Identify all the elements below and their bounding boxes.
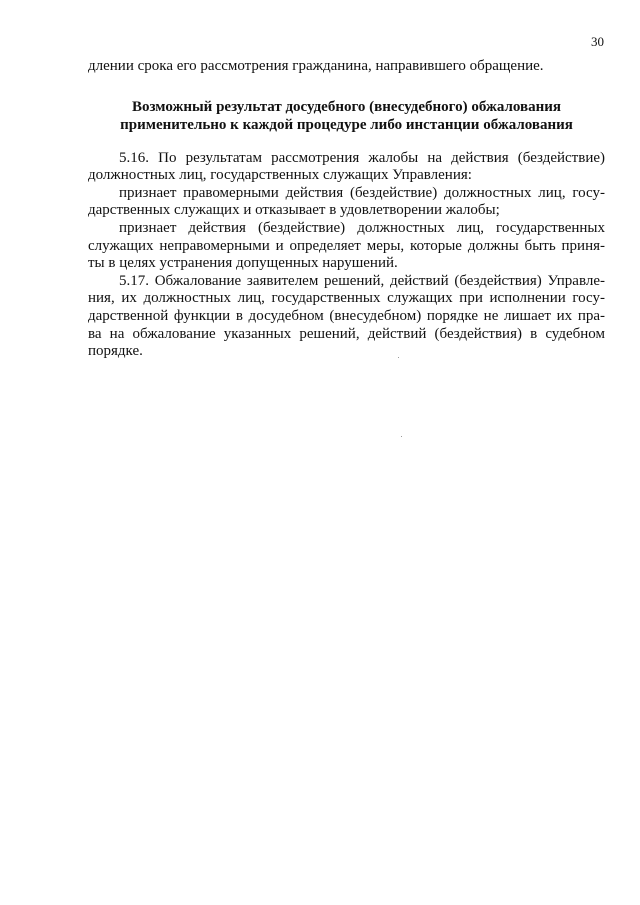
- paragraph-line: дарственных служащих и отказывает в удовлетворении жалобы;: [88, 202, 500, 219]
- intro-line: длении срока его рассмотрения гражданина, направившего обращение.: [88, 58, 544, 74]
- paragraph-line: признает правомерными действия (бездействие) должностных лиц, госу-: [119, 184, 605, 201]
- paragraph-line: 5.16. По результатам рассмотрения жалобы на действия (бездействие): [119, 149, 605, 166]
- paragraph-5-16: [88, 150, 605, 185]
- heading-line-2: применительно к каждой процедуре либо инстанции обжалования: [120, 116, 573, 133]
- paragraph-line: ва на обжалование указанных решений, действий (бездействия) в судебном: [88, 325, 605, 342]
- paragraph-line: дарственной функции в досудебном (внесудебном) порядке не лишает их пра-: [88, 307, 605, 324]
- heading-line-1: Возможный результат досудебного (внесудебного) обжалования: [131, 98, 561, 115]
- paragraph-item-2: [88, 220, 605, 273]
- paragraph-line: должностных лиц, государственных служащих Управления:: [88, 167, 472, 184]
- scan-speck: [398, 357, 399, 358]
- paragraph-line: 5.17. Обжалование заявителем решений, действий (бездействия) Управле-: [119, 272, 605, 289]
- page-number: 30: [591, 34, 604, 49]
- paragraph-5-17: [88, 273, 605, 361]
- paragraph-line: ты в целях устранения допущенных нарушений.: [88, 255, 398, 272]
- paragraph-item-1: [88, 185, 605, 220]
- paragraph-line: служащих неправомерными и определяет меры, которые должны быть приня-: [88, 237, 605, 254]
- section-heading: [88, 98, 605, 134]
- scan-speck: [401, 436, 402, 437]
- paragraph-line: признает действия (бездействие) должностных лиц, государственных: [119, 219, 605, 236]
- paragraph-line: ния, их должностных лиц, государственных служащих при исполнении госу-: [88, 290, 605, 307]
- document-body: [88, 58, 605, 361]
- paragraph-line: порядке.: [88, 343, 143, 360]
